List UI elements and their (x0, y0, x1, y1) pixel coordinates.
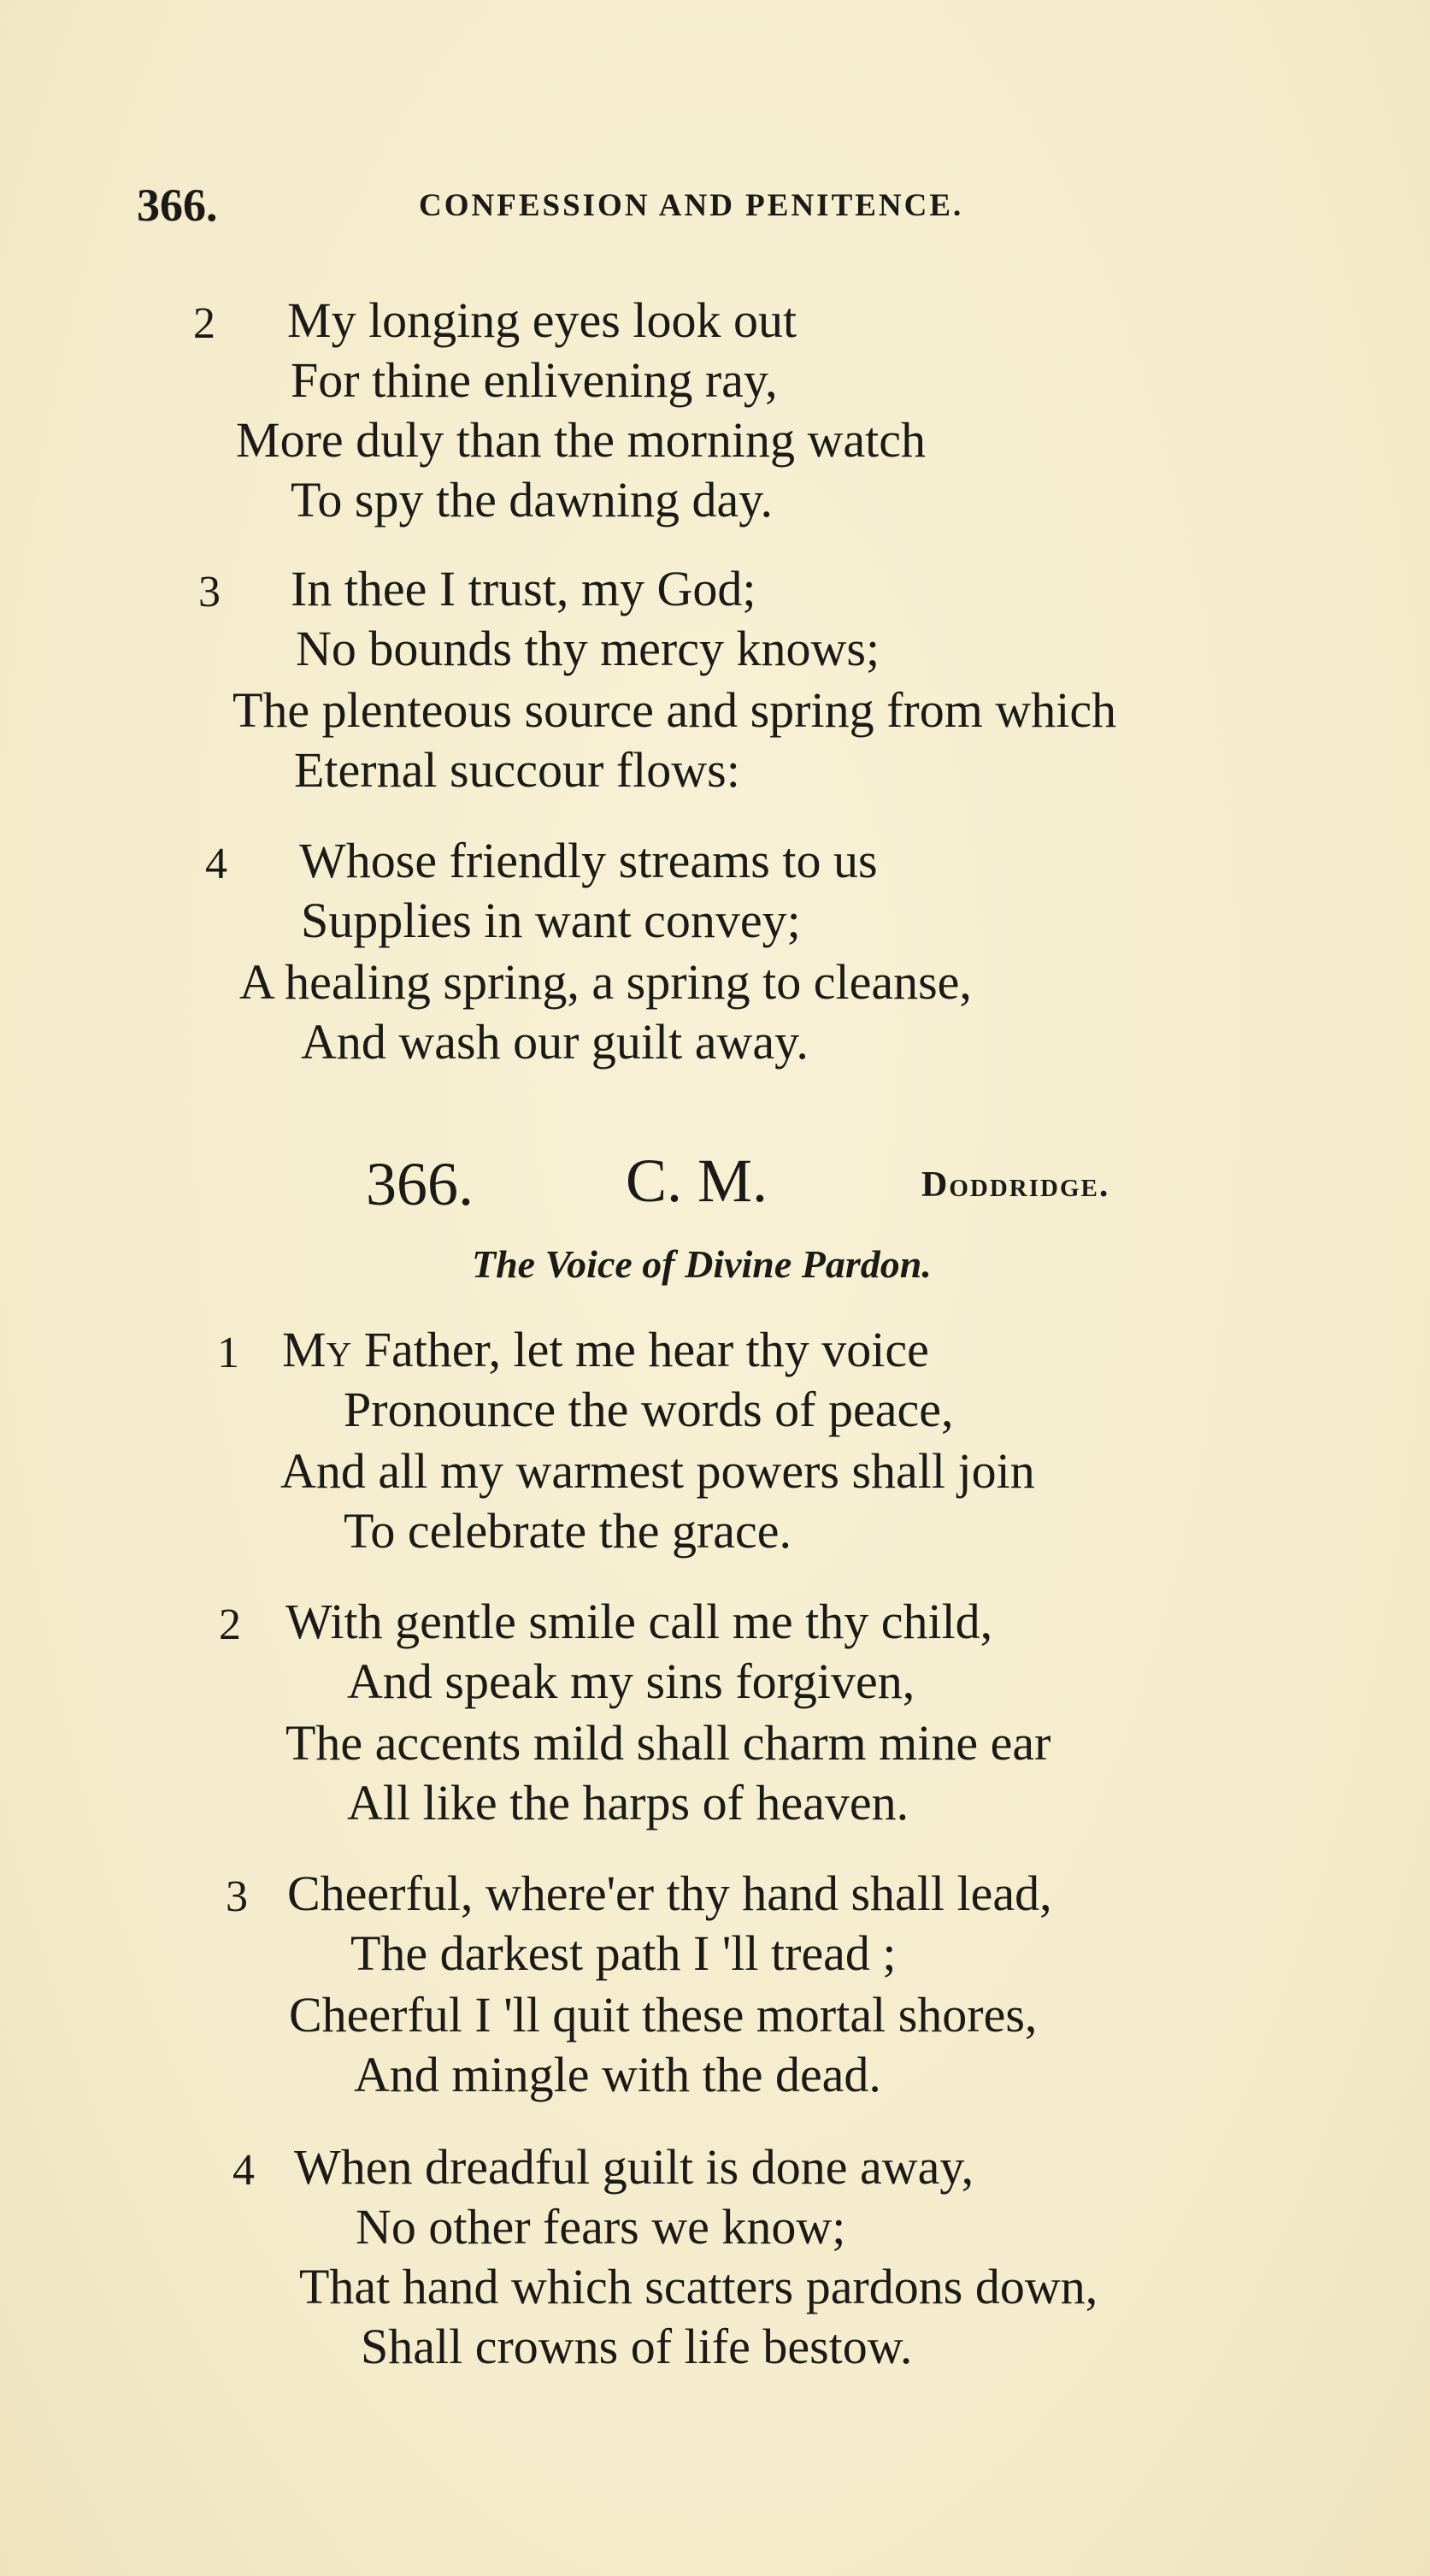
verse-line: Supplies in want convey; (301, 893, 801, 948)
stanza-number: 2 (193, 299, 215, 348)
verse-line: The darkest path I 'll tread ; (350, 1925, 897, 1981)
verse-line: That hand which scatters pardons down, (299, 2259, 1098, 2314)
verse-line: Cheerful I 'll quit these mortal shores, (289, 1987, 1038, 2043)
verse-line: The accents mild shall charm mine ear (285, 1715, 1051, 1771)
hymn-title: The Voice of Divine Pardon. (472, 1242, 932, 1286)
verse-line: For thine enlivening ray, (291, 352, 778, 408)
hymn-meter: C. M. (626, 1147, 768, 1215)
verse-line: With gentle smile call me thy child, (285, 1594, 993, 1649)
verse-line: To spy the dawning day. (291, 472, 774, 528)
verse-line: When dreadful guilt is done away, (294, 2139, 974, 2195)
verse-line: Pronounce the words of peace, (344, 1382, 954, 1437)
verse-line: Shall crowns of life bestow. (361, 2319, 913, 2374)
verse-line: All like the harps of heaven. (347, 1775, 909, 1830)
verse-line: A healing spring, a spring to cleanse, (239, 954, 972, 1010)
verse-line: Whose friendly streams to us (299, 833, 878, 888)
verse-line: No other fears we know; (356, 2199, 846, 2255)
stanza-number: 3 (226, 1872, 248, 1921)
verse-line-first (282, 1320, 929, 1380)
verse-line: Eternal succour flows: (294, 742, 740, 798)
verse-line: And all my warmest powers shall join (280, 1443, 1035, 1499)
first-line-rest: Father, let me hear thy voice (351, 1322, 929, 1377)
stanza-number: 2 (219, 1600, 241, 1649)
verse-line: The plenteous source and spring from which (232, 682, 1117, 738)
hymn-number: 366. (366, 1150, 474, 1218)
drop-word: My (282, 1322, 352, 1377)
stanza-number: 1 (217, 1329, 239, 1377)
verse-line: And speak my sins forgiven, (347, 1653, 915, 1709)
verse-line: To celebrate the grace. (344, 1503, 792, 1559)
verse-line: No bounds thy mercy knows; (296, 621, 880, 676)
stanza-number: 4 (232, 2146, 255, 2195)
verse-line: In thee I trust, my God; (291, 561, 756, 616)
page-number: 366. (137, 180, 218, 231)
stanza-number: 3 (198, 568, 221, 616)
verse-line: And wash our guilt away. (301, 1014, 809, 1070)
hymn-author: Doddridge. (921, 1165, 1110, 1205)
running-header (137, 180, 1111, 231)
verse-line: More duly than the morning watch (236, 412, 926, 468)
running-head-title: CONFESSION AND PENITENCE. (419, 188, 964, 223)
verse-line: And mingle with the dead. (354, 2047, 881, 2102)
stanza-number: 4 (205, 840, 227, 888)
verse-line: Cheerful, where'er thy hand shall lead, (287, 1866, 1052, 1921)
verse-line: My longing eyes look out (287, 292, 797, 348)
